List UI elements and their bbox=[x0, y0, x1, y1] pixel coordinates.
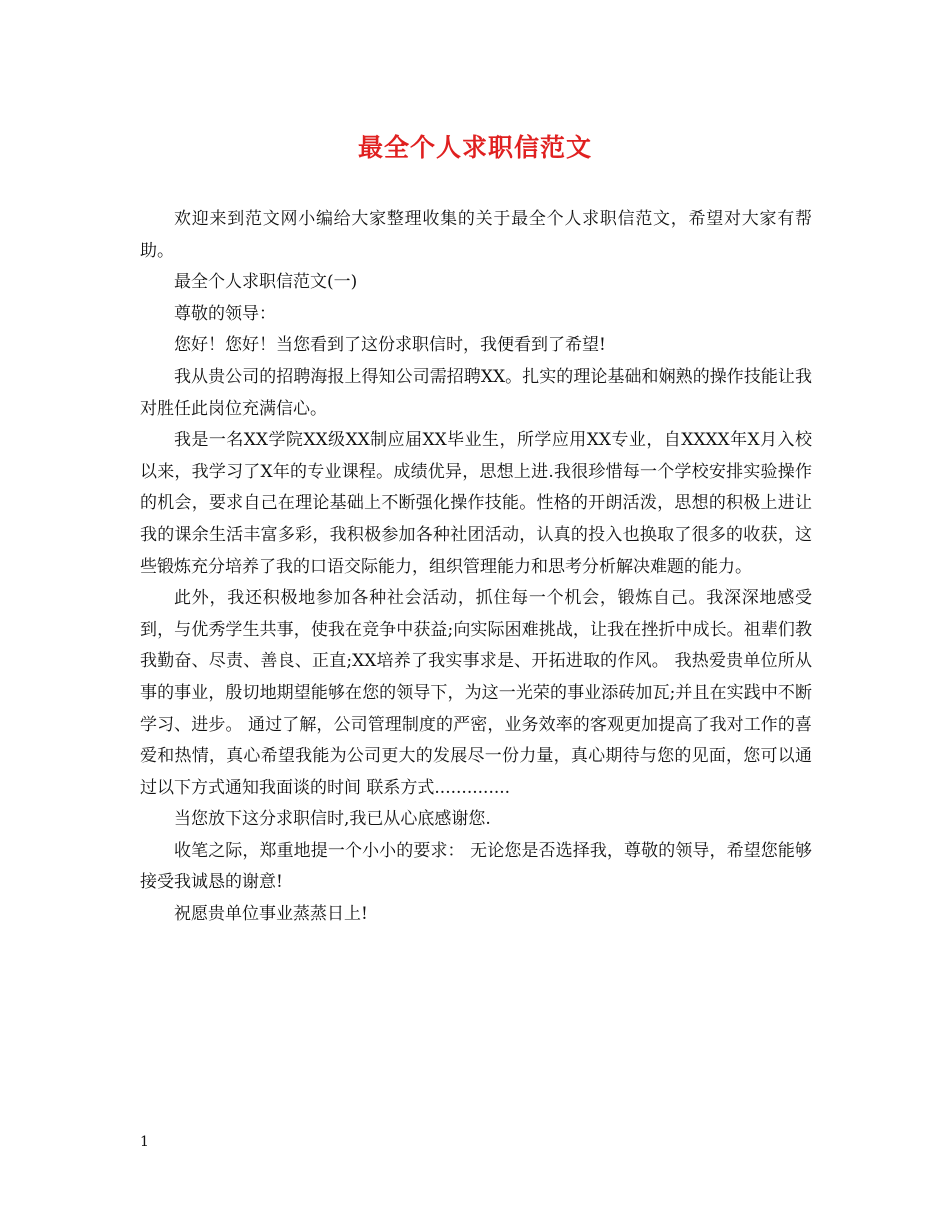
letter-heading: 最全个人求职信范文(一) bbox=[174, 272, 358, 293]
closing-paragraph: 当您放下这分求职信时,我已从心底感谢您. bbox=[174, 809, 491, 830]
body-paragraph: 此外，我还积极地参加各种社会活动，抓住每一个机会，锻炼自己。我深深地感受到，与优秀学生共事，使我在竞争中获益;向实际困难挑战，让我在挫折中成长。祖辈们教我勤奋、尽责、善良、正直;XX培养了我实事求是、开拓进取的作风。 我热爱贵单位所从事的事业，殷切地期望能够在您的领导下，为这一光荣的事业添砖加瓦;并且在实践中不断学习、进步。 通过了解，公司管理制度的严密，业务效率的客观更加提高了我对工作的喜爱和热情，真心希望我能为公司更大的发展尽一份力量，真心期待与您的见面，您可以通过以下方式通知我面谈的时间 联系方式.............. bbox=[140, 588, 812, 798]
document-body bbox=[140, 204, 812, 931]
page-number: 1 bbox=[140, 1134, 149, 1150]
body-paragraph: 我是一名XX学院XX级XX制应届XX毕业生，所学应用XX专业，自XXXX年X月入校以来，我学习了X年的专业课程。成绩优异，思想上进.我很珍惜每一个学校安排实验操作的机会，要求自己在理论基础上不断强化操作技能。性格的开朗活泼，思想的积极上进让我的课余生活丰富多彩，我积极参加各种社团活动，认真的投入也换取了很多的收获，这些锻炼充分培养了我的口语交际能力，组织管理能力和思考分析解决难题的能力。 bbox=[140, 430, 812, 577]
salutation: 尊敬的领导： bbox=[174, 303, 276, 324]
greeting-paragraph: 您好！您好！当您看到了这份求职信时，我便看到了希望! bbox=[174, 335, 606, 356]
body-paragraph: 我从贵公司的招聘海报上得知公司需招聘XX。扎实的理论基础和娴熟的操作技能让我对胜任此岗位充满信心。 bbox=[140, 366, 812, 419]
intro-paragraph: 欢迎来到范文网小编给大家整理收集的关于最全个人求职信范文，希望对大家有帮助。 bbox=[140, 209, 812, 261]
closing-paragraph: 收笔之际，郑重地提一个小小的要求： 无论您是否选择我，尊敬的领导，希望您能够接受我诚恳的谢意! bbox=[140, 840, 812, 893]
closing-wish: 祝愿贵单位事业蒸蒸日上! bbox=[174, 904, 368, 925]
document-title: 最全个人求职信范文 bbox=[357, 133, 592, 162]
